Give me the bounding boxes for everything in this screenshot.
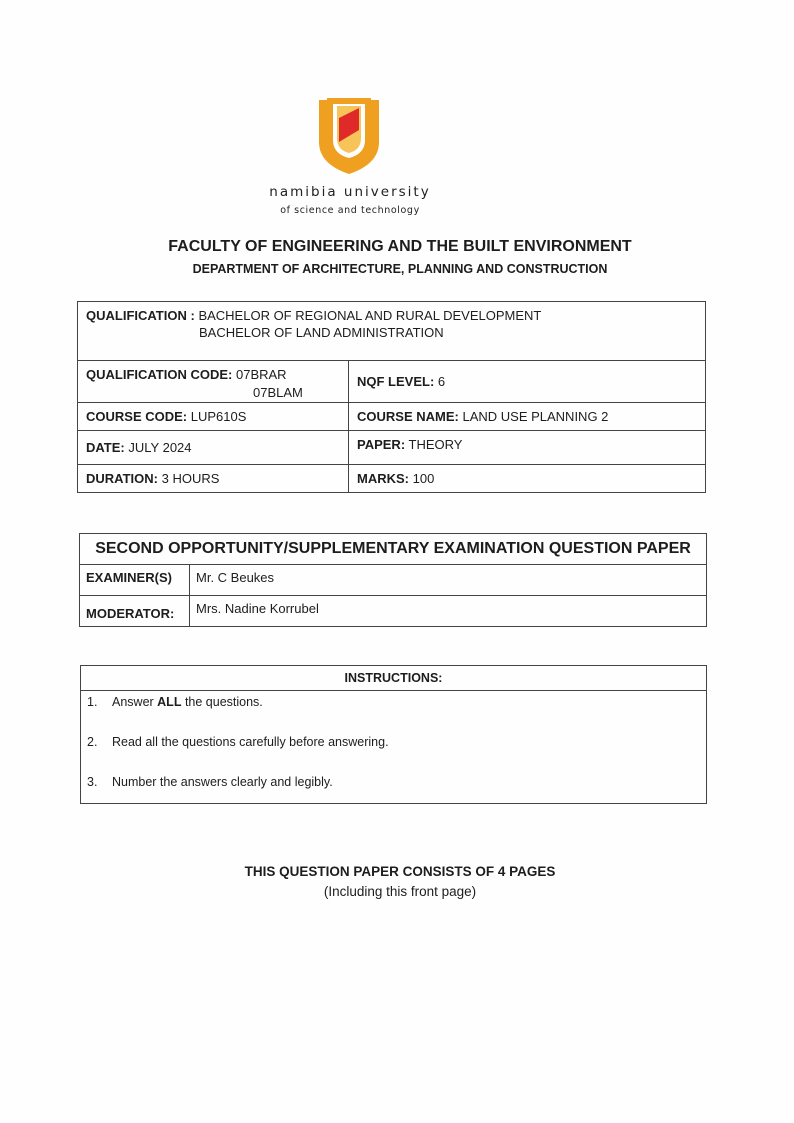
duration-cell [78, 465, 349, 493]
instruction-text: Number the answers clearly and legibly. [112, 775, 333, 789]
qualification-label: QUALIFICATION : [86, 308, 195, 323]
qualification-code-cell [78, 361, 349, 403]
course-code-value: LUP610S [190, 409, 247, 424]
paper-value: THEORY [408, 437, 463, 452]
paper-label: PAPER: [357, 437, 406, 452]
duration-value: 3 HOURS [161, 471, 220, 486]
instruction-number: 1. [87, 695, 98, 709]
course-info-table [77, 301, 706, 493]
qualification-code-1: 07BRAR [235, 367, 287, 382]
duration-label: DURATION: [86, 471, 158, 486]
date-cell [78, 431, 349, 465]
course-name-value: LAND USE PLANNING 2 [462, 409, 609, 424]
qualification-line-1: BACHELOR OF REGIONAL AND RURAL DEVELOPMENT [198, 308, 542, 323]
instructions-list [81, 691, 707, 804]
university-logo-icon [313, 96, 385, 176]
paper-cell [349, 431, 706, 465]
qualification-line-2: BACHELOR OF LAND ADMINISTRATION [199, 325, 444, 340]
marks-cell [349, 465, 706, 493]
instruction-number: 3. [87, 775, 98, 789]
course-name-cell [349, 403, 706, 431]
marks-value: 100 [412, 471, 435, 486]
qualification-code-2: 07BLAM [253, 385, 303, 400]
instruction-number: 2. [87, 735, 98, 749]
instruction-item [87, 775, 700, 797]
date-value: JULY 2024 [128, 440, 192, 455]
course-code-label: COURSE CODE: [86, 409, 188, 424]
university-subtitle: of science and technology [280, 205, 420, 216]
examination-title: SECOND OPPORTUNITY/SUPPLEMENTARY EXAMINATION QUESTION PAPER [80, 534, 707, 565]
instruction-text: Read all the questions carefully before answering. [112, 735, 389, 749]
nqf-label: NQF LEVEL: [357, 374, 435, 389]
nqf-value: 6 [437, 374, 446, 389]
examination-table [79, 533, 707, 627]
nqf-cell [349, 361, 706, 403]
department-heading: DEPARTMENT OF ARCHITECTURE, PLANNING AND CONSTRUCTION [192, 262, 608, 276]
course-name-label: COURSE NAME: [357, 409, 459, 424]
instruction-text: Answer ALL the questions. [112, 695, 263, 709]
qualification-code-label: QUALIFICATION CODE: [86, 367, 233, 382]
moderator-value: Mrs. Nadine Korrubel [190, 596, 707, 627]
examiner-value: Mr. C Beukes [190, 565, 707, 596]
examiner-label: EXAMINER(S) [80, 565, 190, 596]
marks-label: MARKS: [357, 471, 409, 486]
page-count-note: THIS QUESTION PAPER CONSISTS OF 4 PAGES [244, 864, 556, 879]
page-count-subnote: (Including this front page) [323, 884, 477, 899]
qualification-cell [78, 302, 706, 361]
instructions-table [80, 665, 707, 804]
university-name: namibia university [269, 184, 431, 200]
course-code-cell [78, 403, 349, 431]
faculty-heading: FACULTY OF ENGINEERING AND THE BUILT ENVIRONMENT [168, 238, 632, 255]
moderator-label: MODERATOR: [80, 596, 190, 627]
instructions-heading: INSTRUCTIONS: [81, 666, 707, 691]
instruction-item [87, 735, 700, 775]
instruction-item [87, 695, 700, 735]
date-label: DATE: [86, 440, 125, 455]
